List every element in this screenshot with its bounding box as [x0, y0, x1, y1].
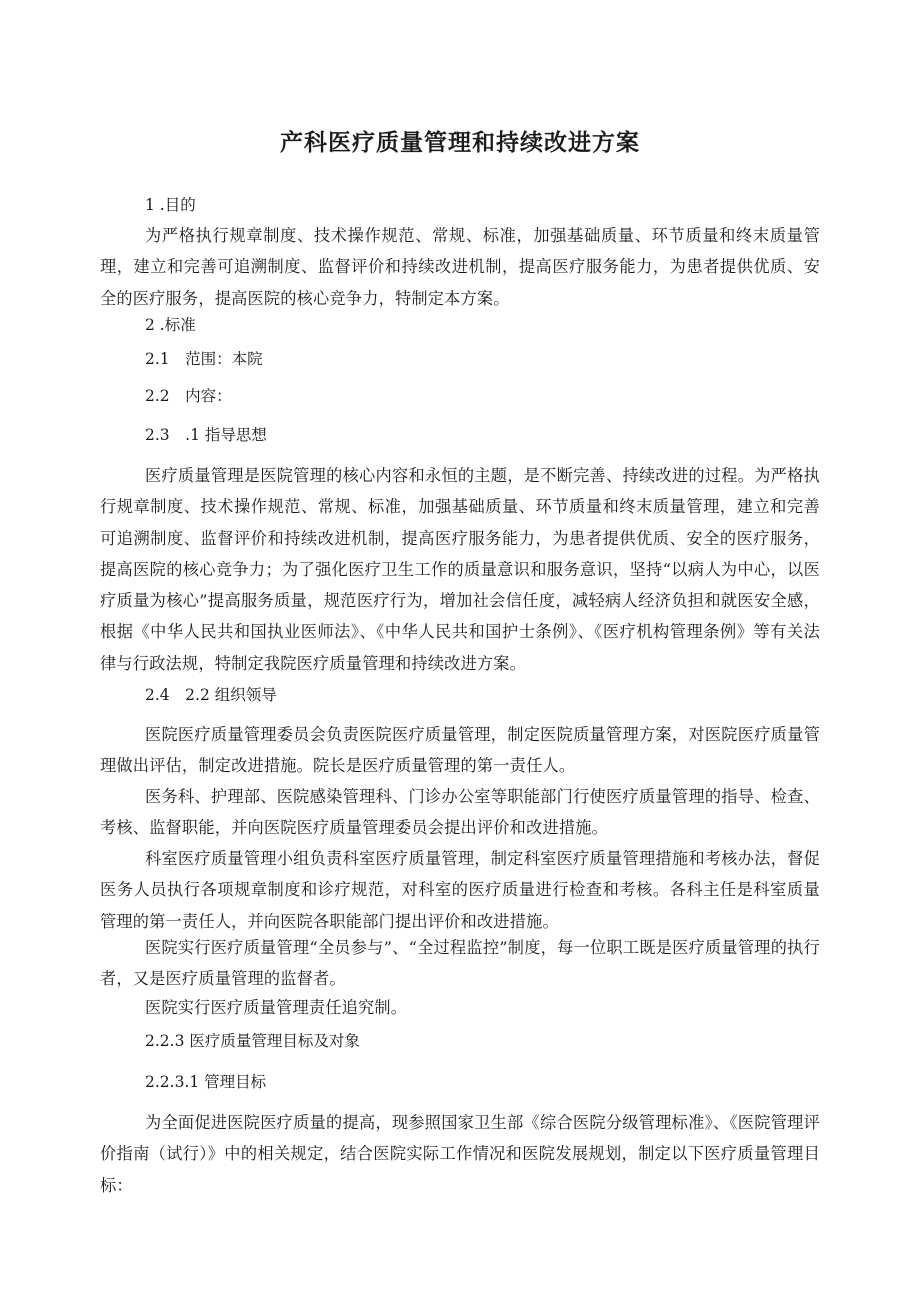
section-heading-goals-objects: 2.2.3 医疗质量管理目标及对象	[145, 1032, 360, 1050]
paragraph-committee: 医院医疗质量管理委员会负责医院医疗质量管理，制定医院质量管理方案，对医院医疗质量管理做出评估，制定改进措施。院长是医疗质量管理的第一责任人。	[100, 725, 820, 776]
section-heading-scope: 2.1 范围：本院	[145, 350, 263, 368]
paragraph-purpose: 为严格执行规章制度、技术操作规范、常规、标准，加强基础质量、环节质量和终末质量管理，建立和完善可追溯制度、监督评价和持续改进机制，提高医疗服务能力，为患者提供优质、安全的医疗服务，提高医院的核心竞争力，特制定本方案。	[100, 226, 820, 308]
paragraph-section-team: 科室医疗质量管理小组负责科室医疗质量管理，制定科室医疗质量管理措施和考核办法，督促医务人员执行各项规章制度和诊疗规范，对科室的医疗质量进行检查和考核。各科主任是科室质量管理的第一责任人，并向医院各职能部门提出评价和改进措施。	[100, 849, 820, 931]
paragraph-goals: 为全面促进医院医疗质量的提高，现参照国家卫生部《综合医院分级管理标准》、《医院管理评价指南（试行）》中的相关规定，结合医院实际工作情况和医院发展规划，制定以下医疗质量管理目标：	[100, 1113, 820, 1195]
document-title: 产科医疗质量管理和持续改进方案	[280, 130, 640, 156]
section-heading-purpose: 1 .目的	[145, 196, 196, 214]
section-heading-organization: 2.4 2.2 组织领导	[145, 686, 277, 704]
section-heading-management-goals: 2.2.3.1 管理目标	[145, 1073, 267, 1091]
paragraph-guiding-idea: 医疗质量管理是医院管理的核心内容和永恒的主题，是不断完善、持续改进的过程。为严格执行规章制度、技术操作规范、常规、标准，加强基础质量、环节质量和终末质量管理，建立和完善可追溯制度、监督评价和持续改进机制，提高医疗服务能力，为患者提供优质、安全的医疗服务，提高医院的核心竞争力；为了强化医疗卫生工作的质量意识和服务意识，坚持“以病人为中心，以医疗质量为核心”提高服务质量，规范医疗行为，增加社会信任度，减轻病人经济负担和就医安全感，根据《中华人民共和国执业医师法》、《中华人民共和国护士条例》、《医疗机构管理条例》等有关法律与行政法规，特制定我院医疗质量管理和持续改进方案。	[100, 466, 820, 673]
section-heading-standard: 2 .标准	[145, 316, 196, 334]
paragraph-participation: 医院实行医疗质量管理“全员参与”、“全过程监控”制度，每一位职工既是医疗质量管理的执行者，又是医疗质量管理的监督者。	[100, 938, 820, 989]
section-heading-guiding-idea: 2.3 .1 指导思想	[145, 426, 267, 444]
section-heading-content: 2.2 内容：	[145, 387, 232, 405]
paragraph-accountability: 医院实行医疗质量管理责任追究制。	[145, 998, 408, 1017]
paragraph-departments: 医务科、护理部、医院感染管理科、门诊办公室等职能部门行使医疗质量管理的指导、检查、考核、监督职能，并向医院医疗质量管理委员会提出评价和改进措施。	[100, 787, 820, 838]
